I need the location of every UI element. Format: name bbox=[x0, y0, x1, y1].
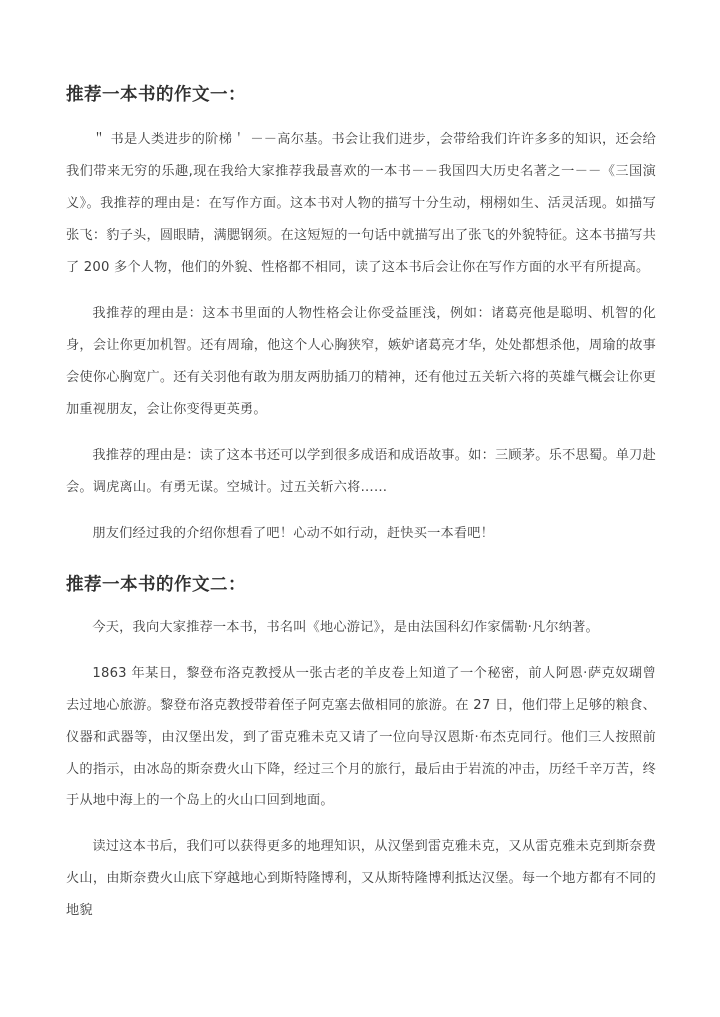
section-heading-essay-one: 推荐一本书的作文一： bbox=[66, 85, 246, 105]
paragraph-essay-two-1: 今天，我向大家推荐一本书，书名叫《地心游记》，是由法国科幻作家儒勒·凡尔纳著。 bbox=[92, 619, 599, 635]
paragraph-essay-two-3: 读过这本书后，我们可以获得更多的地理知识，从汉堡到雷克雅未克，又从雷克雅未克到斯奈费火山，由斯奈费火山底下穿越地心到斯特隆博利，又从斯特隆博利抵达汉堡。每一个地方都有不同的地貌 bbox=[66, 839, 656, 919]
paragraph-essay-one-4: 朋友们经过我的介绍你想看了吧！心动不如行动，赶快买一本看吧！ bbox=[92, 525, 495, 541]
document-content bbox=[66, 82, 656, 927]
paragraph-essay-one-2: 我推荐的理由是：这本书里面的人物性格会让你受益匪浅，例如：诸葛亮他是聪明、机智的化身，会让你更加机智。还有周瑜，他这个人心胸狭窄，嫉妒诸葛亮才华，处处都想杀他，周瑜的故事会使你心胸宽广。还有关羽他有敢为朋友两肋插刀的精神，还有他过五关斩六将的英雄气概会让你更加重视朋友，会让你变得更英勇。 bbox=[66, 305, 656, 417]
paragraph-essay-one-3: 我推荐的理由是：读了这本书还可以学到很多成语和成语故事。如：三顾茅。乐不思蜀。单刀赴会。调虎离山。有勇无谋。空城计。过五关斩六将…… bbox=[66, 447, 656, 495]
paragraph-essay-one-1: ＂ 书是人类进步的阶梯＇ －－高尔基。书会让我们进步，会带给我们许许多多的知识，还会给我们带来无穷的乐趣,现在我给大家推荐我最喜欢的一本书－－我国四大历史名著之一－－《三国演义》。我推荐的理由是：在写作方面。这本书对人物的描写十分生动，栩栩如生、活灵活现。如描写张飞：豹子头，圆眼睛，满腮钢须。在这短短的一句话中就描写出了张飞的外貌特征。这本书描写共了 200 多个人物，他们的外貌、性格都不相同，读了这本书后会让你在写作方面的水平有所提高。 bbox=[66, 132, 656, 275]
paragraph-essay-two-2: 1863 年某日，黎登布洛克教授从一张古老的羊皮卷上知道了一个秘密，前人阿恩·萨克奴瑚曾去过地心旅游。黎登布洛克教授带着侄子阿克塞去做相同的旅游。在 27 日，他们带上足够的粮食、仪器和武器等，由汉堡出发，到了雷克雅未克又请了一位向导汉恩斯·布杰克同行。他们三人按照前人的指示，由冰岛的斯奈费火山下降，经过三个月的旅行，最后由于岩流的冲击，历经千辛万苦，终于从地中海上的一个岛上的火山口回到地面。 bbox=[66, 665, 656, 809]
section-heading-essay-two: 推荐一本书的作文二： bbox=[66, 574, 246, 595]
